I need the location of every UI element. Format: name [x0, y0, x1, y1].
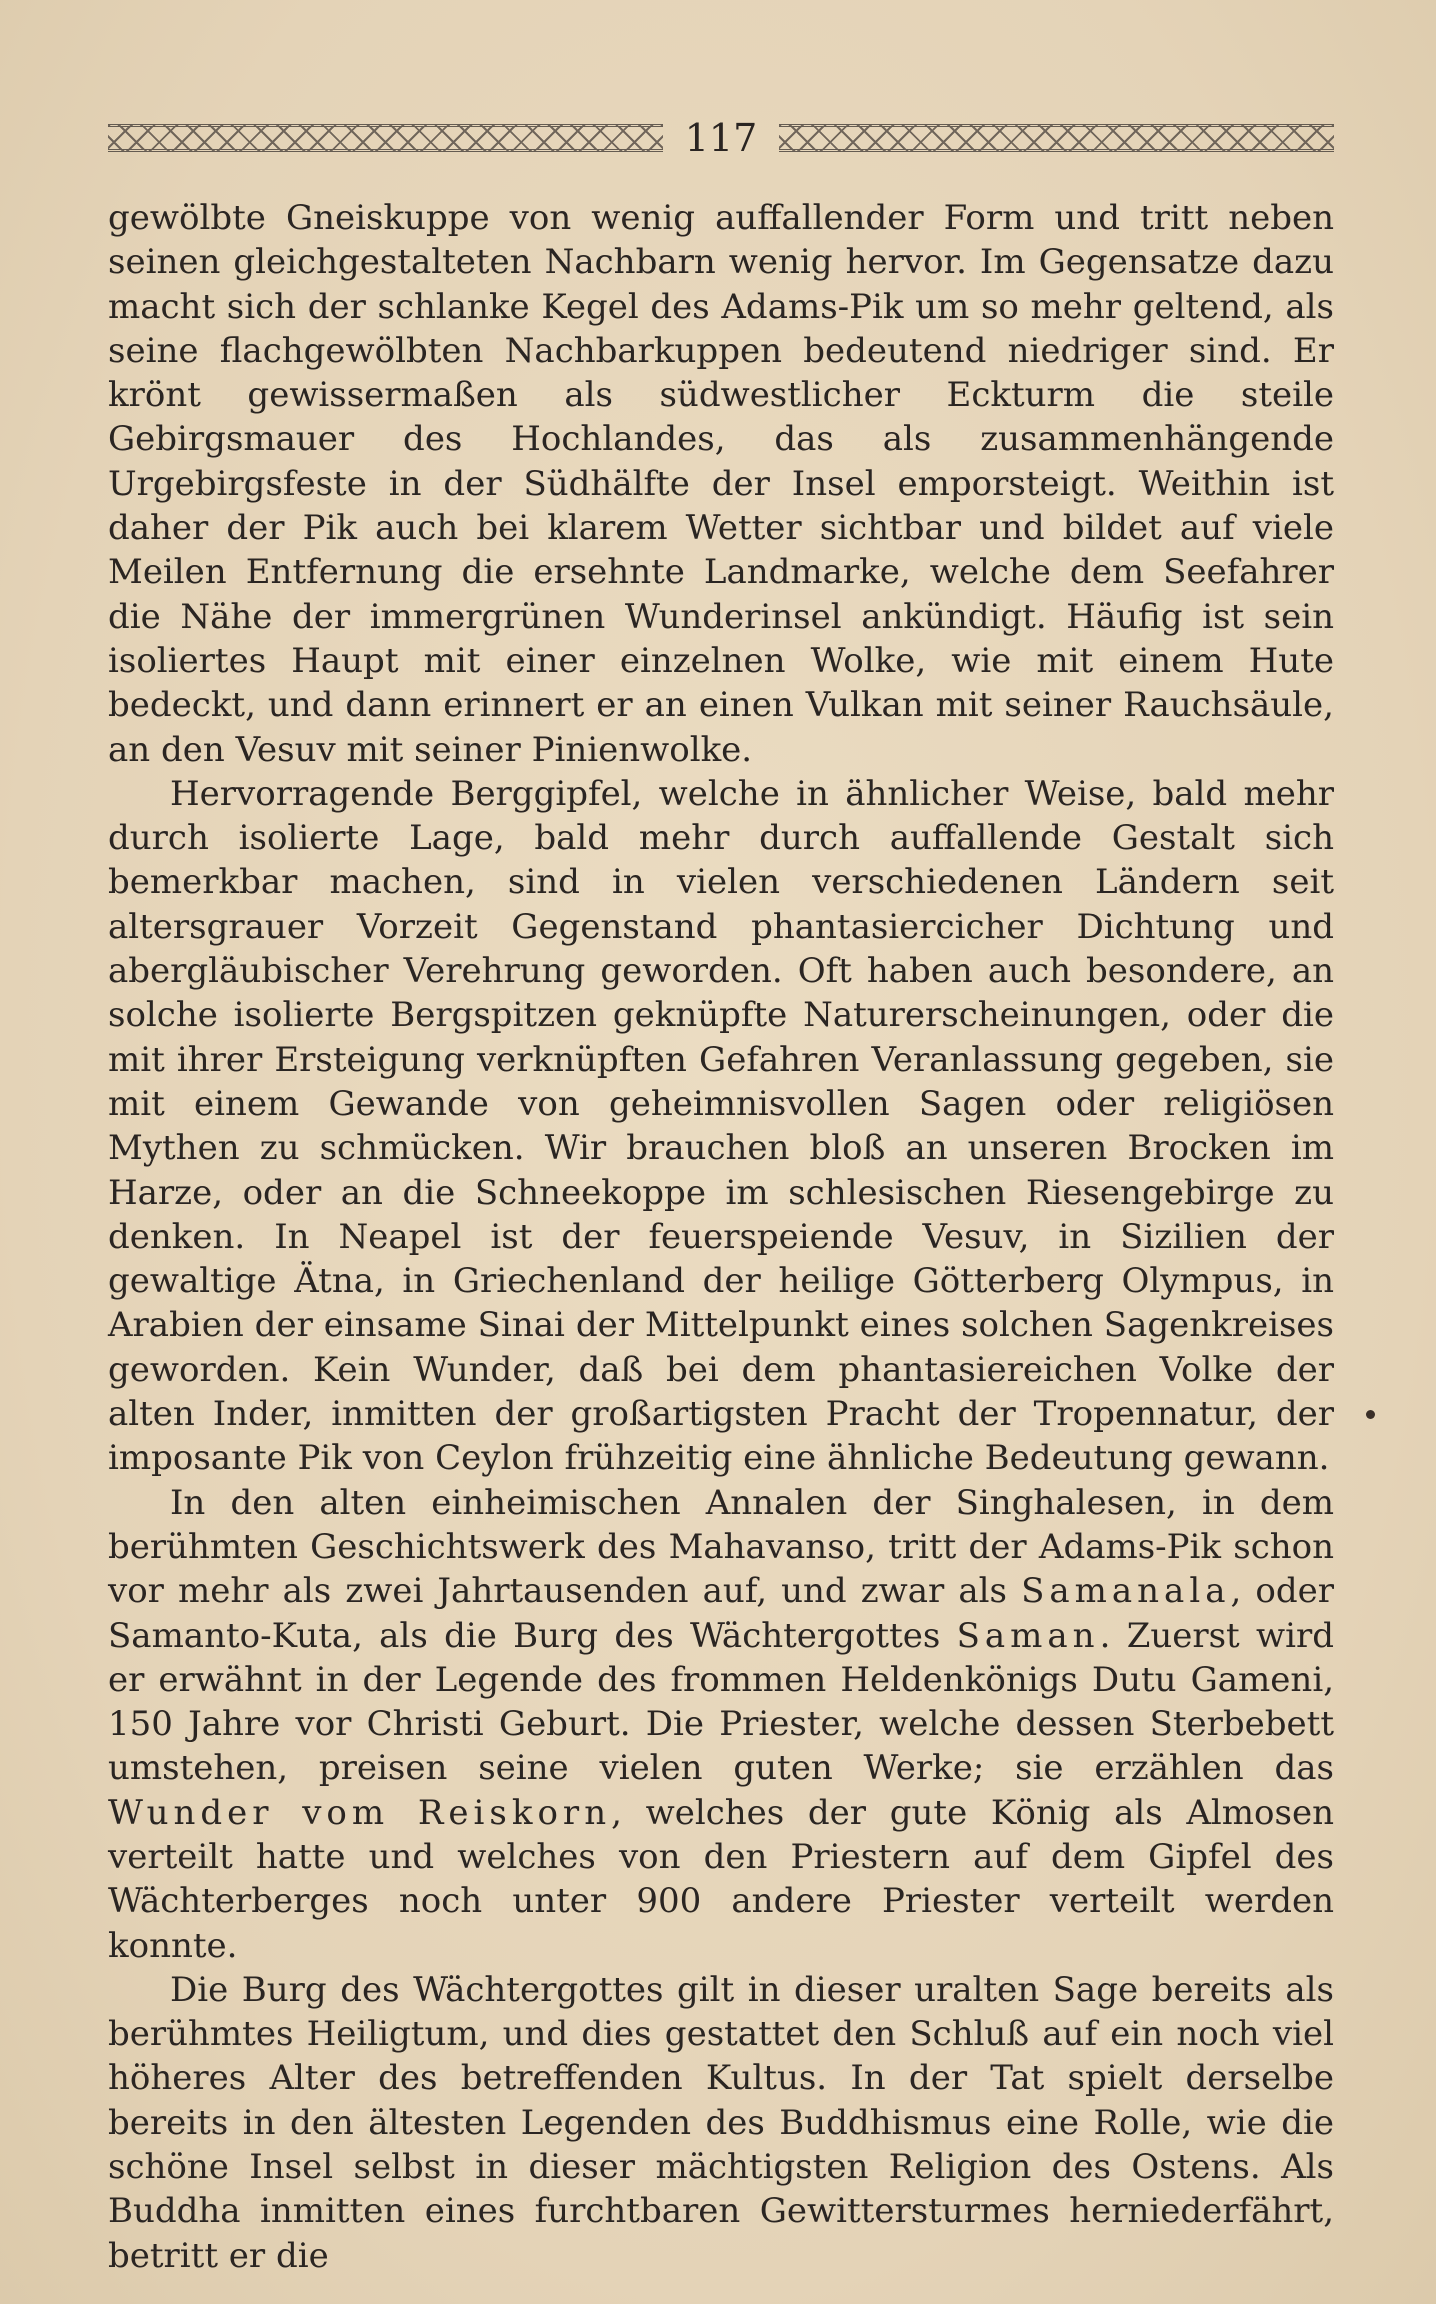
page-header [108, 112, 1334, 164]
paragraph-3-part-3: . Zuerst wird er erwähnt in der Legende des frommen Heldenkönigs Dutu Gameni, 150 Jahre vor Christi Geburt. Die Priester, welche dessen Sterbebett umstehen, preisen seine vielen guten Werke; sie erzählen das [108, 1615, 1334, 1789]
paragraph-3-part-2: , oder Samanto-Kuta, als die Burg des Wächtergottes [108, 1571, 1334, 1656]
body-text [108, 196, 1334, 2278]
emphasis-wunder-vom-reiskorn: Wunder vom Reiskorn [108, 1792, 612, 1833]
margin-dot [1366, 1410, 1375, 1419]
paragraph-3-part-4: , welches der gute König als Almosen verteilt hatte und welches von den Priestern auf dem Gipfel des Wächterberges noch unter 900 andere Priester verteilt werden konnte. [108, 1792, 1334, 1966]
paragraph-3 [108, 1481, 1334, 1968]
emphasis-saman: Saman [956, 1615, 1100, 1656]
paragraph-1: gewölbte Gneiskuppe von wenig auffallender Form und tritt neben seinen gleichgestalteten Nachbarn wenig hervor. Im Gegensatze dazu macht sich der schlanke Kegel des Adams-Pik um so mehr geltend, als seine flachgewölbten Nachbarkuppen bedeutend niedriger sind. Er krönt gewissermaßen als südwestlicher Eckturm die steile Gebirgsmauer des Hochlandes, das als zusammenhängende Urgebirgsfeste in der Südhälfte der Insel emporsteigt. Weithin ist daher der Pik auch bei klarem Wetter sichtbar und bildet auf viele Meilen Entfernung die ersehnte Landmarke, welche dem Seefahrer die Nähe der immergrünen Wunderinsel ankündigt. Häufig ist sein isoliertes Haupt mit einer einzelnen Wolke, wie mit einem Hute bedeckt, und dann erinnert er an einen Vulkan mit seiner Rauchsäule, an den Vesuv mit seiner Pinienwolke. [108, 198, 1334, 770]
paragraph-2: Hervorragende Berggipfel, welche in ähnlicher Weise, bald mehr durch isolierte Lage, bald mehr durch auffallende Gestalt sich bemerkbar machen, sind in vielen verschiedenen Ländern seit altersgrauer Vorzeit Gegenstand phantasiercicher Dichtung und abergläubischer Verehrung geworden. Oft haben auch besondere, an solche isolierte Bergspitzen geknüpfte Naturerscheinungen, oder die mit ihrer Ersteigung verknüpften Gefahren Veranlassung gegeben, sie mit einem Gewande von geheimnisvollen Sagen oder religiösen Mythen zu schmücken. Wir brauchen bloß an unseren Brocken im Harze, oder an die Schneekoppe im schlesischen Riesengebirge zu denken. In Neapel ist der feuerspeiende Vesuv, in Sizilien der gewaltige Ätna, in Griechenland der heilige Götterberg Olympus, in Arabien der einsame Sinai der Mittelpunkt eines solchen Sagenkreises geworden. Kein Wunder, daß bei dem phantasiereichen Volke der alten Inder, inmitten der großartigsten Pracht der Tropennatur, der imposante Pik von Ceylon frühzeitig eine ähnliche Bedeutung gewann. [108, 773, 1334, 1479]
emphasis-samanala: Samanala [1021, 1571, 1231, 1612]
right-ornament [779, 124, 1334, 152]
paragraph-3-part-1: In den alten einheimischen Annalen der Singhalesen, in dem berühmten Geschichtswerk des Mahavanso, tritt der Adams-Pik schon vor mehr als zwei Jahrtausenden auf, und zwar als [108, 1482, 1334, 1612]
left-ornament [108, 124, 663, 152]
page-number: 117 [684, 116, 758, 160]
paragraph-4: Die Burg des Wächtergottes gilt in dieser uralten Sage bereits als berühmtes Heiligtum, und dies gestattet den Schluß auf ein noch viel höheres Alter des betreffenden Kultus. In der Tat spielt derselbe bereits in den ältesten Legenden des Buddhismus eine Rolle, wie die schöne Insel selbst in dieser mächtigsten Religion des Ostens. Als Buddha inmitten eines furchtbaren Gewittersturmes herniederfährt, betritt er die [108, 1969, 1334, 2276]
